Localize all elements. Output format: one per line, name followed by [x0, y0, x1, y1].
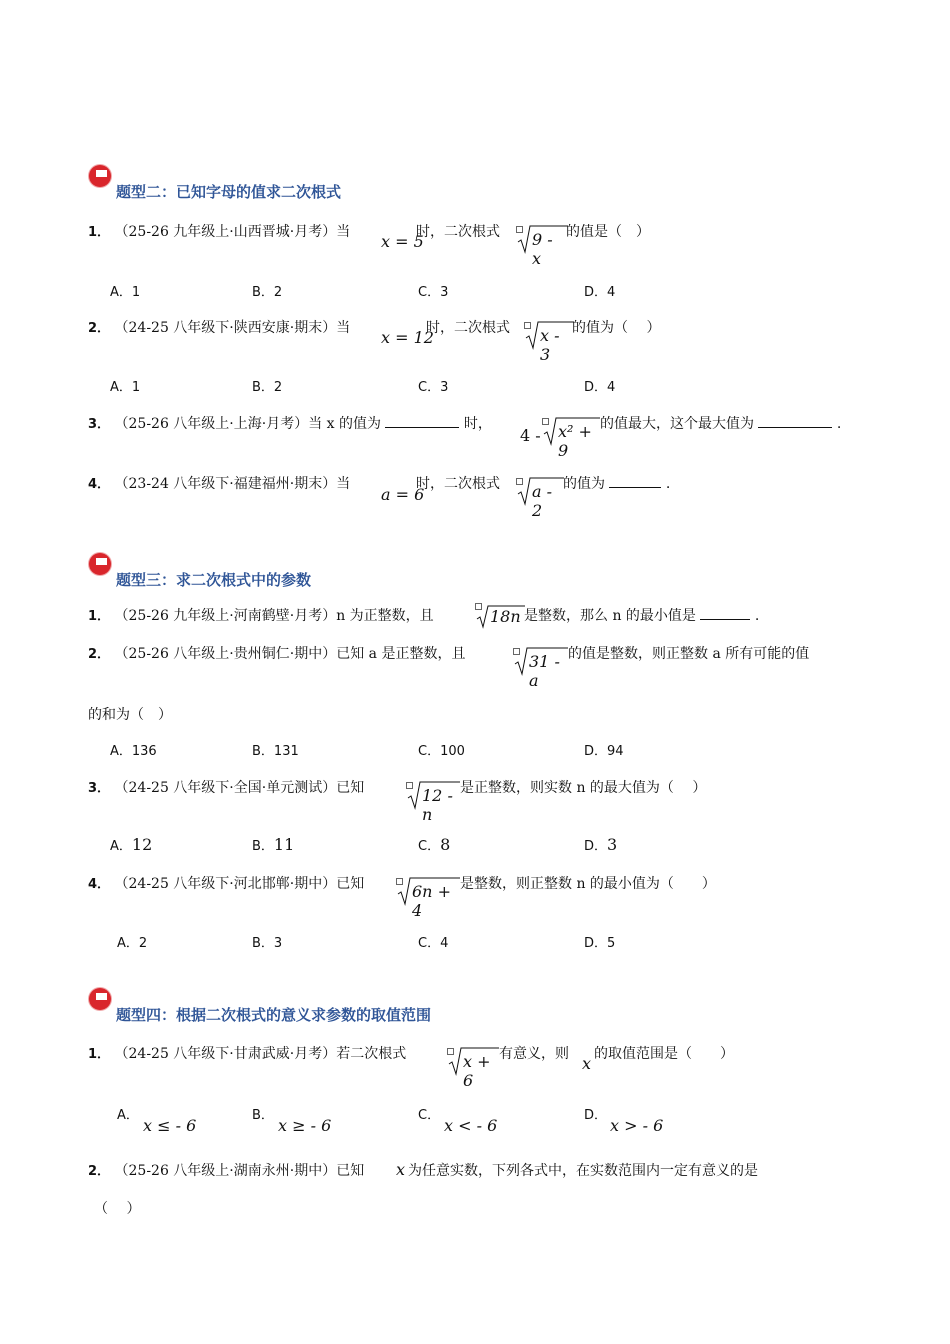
option-b[interactable]: B．2 [252, 380, 283, 395]
option-label-a[interactable]: A． [117, 1108, 139, 1123]
question-text: （24-25 八年级下·甘肃武威·月考）若二次根式 [114, 1046, 407, 1062]
question-number: 1． [88, 225, 111, 240]
section-title: 题型三：求二次根式中的参数 [116, 571, 312, 589]
question [88, 413, 492, 433]
option-label: B． [252, 839, 274, 854]
option-b[interactable]: B．2 [252, 285, 283, 300]
option-a[interactable]: A．1 [110, 285, 141, 300]
question [88, 643, 465, 663]
question [88, 317, 350, 337]
question-text: 的值最大，这个最大值为 [600, 416, 754, 432]
question-number: 1． [88, 1047, 111, 1062]
question-text: 的值是整数，则正整数 a 所有可能的值 [568, 646, 810, 662]
radicand: 31 - a [529, 652, 560, 690]
answer-blank[interactable] [609, 475, 661, 488]
question-text: . [665, 476, 671, 492]
section-title: 题型二：已知字母的值求二次根式 [116, 183, 342, 201]
question [524, 605, 759, 625]
question-number: 3． [88, 781, 111, 796]
answer-blank[interactable] [385, 415, 459, 428]
radicand: x - 3 [540, 326, 560, 364]
question [88, 873, 364, 893]
option-value-a[interactable]: x ≤ - 6 [143, 1116, 197, 1135]
question-text: 是整数，那么 n 的最小值是 [524, 608, 696, 624]
flag-icon [89, 553, 111, 575]
question-text: 为任意实数，下列各式中，在实数范围内一定有意义的是 [408, 1163, 758, 1179]
option-label-b[interactable]: B． [252, 1108, 274, 1123]
radical [513, 646, 568, 690]
question-number: 1． [88, 609, 111, 624]
answer-blank[interactable] [700, 607, 750, 620]
option-value: 3 [607, 835, 618, 854]
option-a[interactable]: A．136 [110, 744, 157, 759]
option-a[interactable] [110, 835, 152, 854]
question-text: （ ） [94, 1201, 141, 1217]
question-number: 3． [88, 417, 111, 432]
question [88, 1160, 364, 1180]
question-text: （25-26 九年级上·山西晋城·月考）当 [114, 224, 351, 240]
radicand: 9 - x [532, 230, 553, 268]
option-value-b[interactable]: x ≥ - 6 [278, 1116, 332, 1135]
option-label: D． [584, 839, 608, 854]
option-value: 8 [440, 835, 451, 854]
question-text: （25-26 九年级上·河南鹤壁·月考）n 为正整数，且 [114, 608, 434, 624]
option-d[interactable] [584, 835, 617, 854]
option-c[interactable]: C．3 [418, 285, 449, 300]
question [88, 1043, 406, 1063]
math-expression: 4 - [520, 426, 541, 445]
math-condition: x = 5 [381, 232, 424, 251]
question [88, 473, 350, 493]
radical [524, 320, 574, 364]
question [600, 413, 841, 433]
question-text: （23-24 八年级下·福建福州·期末）当 [114, 476, 351, 492]
radicand: 18n [490, 607, 521, 626]
question-text: （24-25 八年级下·陕西安康·期末）当 [114, 320, 351, 336]
radicand: a - 2 [532, 482, 553, 520]
question-number: 2． [88, 321, 111, 336]
question-text: 的值为（ ） [572, 320, 661, 336]
option-d[interactable]: D．4 [584, 380, 616, 395]
option-d[interactable]: D．4 [584, 285, 616, 300]
option-c[interactable]: C．3 [418, 380, 449, 395]
question [88, 221, 350, 241]
flag-icon [89, 165, 111, 187]
math-condition: a = 6 [381, 485, 425, 504]
option-a[interactable]: A．1 [110, 380, 141, 395]
option-value-c[interactable]: x < - 6 [444, 1116, 498, 1135]
option-label-d[interactable]: D． [584, 1108, 608, 1123]
answer-blank[interactable] [758, 415, 832, 428]
question-text: 的值为 [563, 476, 605, 492]
option-value: 11 [273, 835, 295, 854]
option-b[interactable] [252, 835, 294, 854]
option-value: 12 [131, 835, 153, 854]
option-c[interactable]: C．100 [418, 744, 465, 759]
question-text: 时，二次根式 [416, 224, 500, 240]
question-number: 4． [88, 477, 111, 492]
option-b[interactable]: B．131 [252, 744, 299, 759]
question-number: 2． [88, 647, 111, 662]
radical [406, 780, 460, 824]
question-text: （24-25 八年级下·河北邯郸·期中）已知 [114, 876, 365, 892]
option-c[interactable] [418, 835, 450, 854]
option-b[interactable]: B．3 [252, 936, 283, 951]
question-text: （25-26 八年级上·贵州铜仁·期中）已知 a 是正整数，且 [114, 646, 466, 662]
radicand: 6n + 4 [412, 882, 451, 920]
radical [396, 876, 460, 920]
option-label: A． [110, 839, 132, 854]
option-value-d[interactable]: x > - 6 [610, 1116, 664, 1135]
question-text: . [754, 608, 760, 624]
radical [542, 416, 600, 460]
section-title: 题型四：根据二次根式的意义求参数的取值范围 [116, 1006, 432, 1024]
math-condition: x = 12 [381, 328, 434, 347]
option-label-c[interactable]: C． [418, 1108, 441, 1123]
question-text: （24-25 八年级下·全国·单元测试）已知 [114, 780, 365, 796]
question-text: . [836, 416, 842, 432]
question-text: 有意义，则 [499, 1046, 569, 1062]
question-text: 的值是（ ） [566, 224, 650, 240]
radical [516, 476, 564, 520]
radical [475, 603, 525, 629]
question-number: 2． [88, 1164, 111, 1179]
option-a[interactable]: A．2 [117, 936, 148, 951]
question-text: 是整数，则正整数 n 的最小值为（ ） [460, 876, 716, 892]
question-text: 是正整数，则实数 n 的最大值为（ ） [460, 780, 707, 796]
radicand: x + 6 [463, 1052, 491, 1090]
option-c[interactable]: C．4 [418, 936, 449, 951]
option-d[interactable]: D．94 [584, 744, 624, 759]
option-d[interactable]: D．5 [584, 936, 616, 951]
radical [516, 224, 566, 268]
question-text: 的取值范围是（ ） [594, 1046, 734, 1062]
math-variable: x [396, 1160, 406, 1179]
question [563, 473, 670, 493]
question [88, 777, 364, 797]
question-text: 时，二次根式 [416, 476, 500, 492]
radicand: 12 - n [422, 786, 453, 824]
question-text: 时， [463, 416, 492, 432]
question-text: （25-26 八年级上·上海·月考）当 x 的值为 [114, 416, 382, 432]
question-text: （25-26 八年级上·湖南永州·期中）已知 [114, 1163, 365, 1179]
question [88, 605, 434, 625]
question-text: 的和为（ ） [88, 707, 172, 723]
radicand: x² + 9 [558, 422, 592, 460]
question-number: 4． [88, 877, 111, 892]
radical [447, 1046, 499, 1090]
math-variable: x [582, 1054, 592, 1073]
flag-icon [89, 988, 111, 1010]
question-text: 时，二次根式 [426, 320, 510, 336]
option-label: C． [418, 839, 441, 854]
